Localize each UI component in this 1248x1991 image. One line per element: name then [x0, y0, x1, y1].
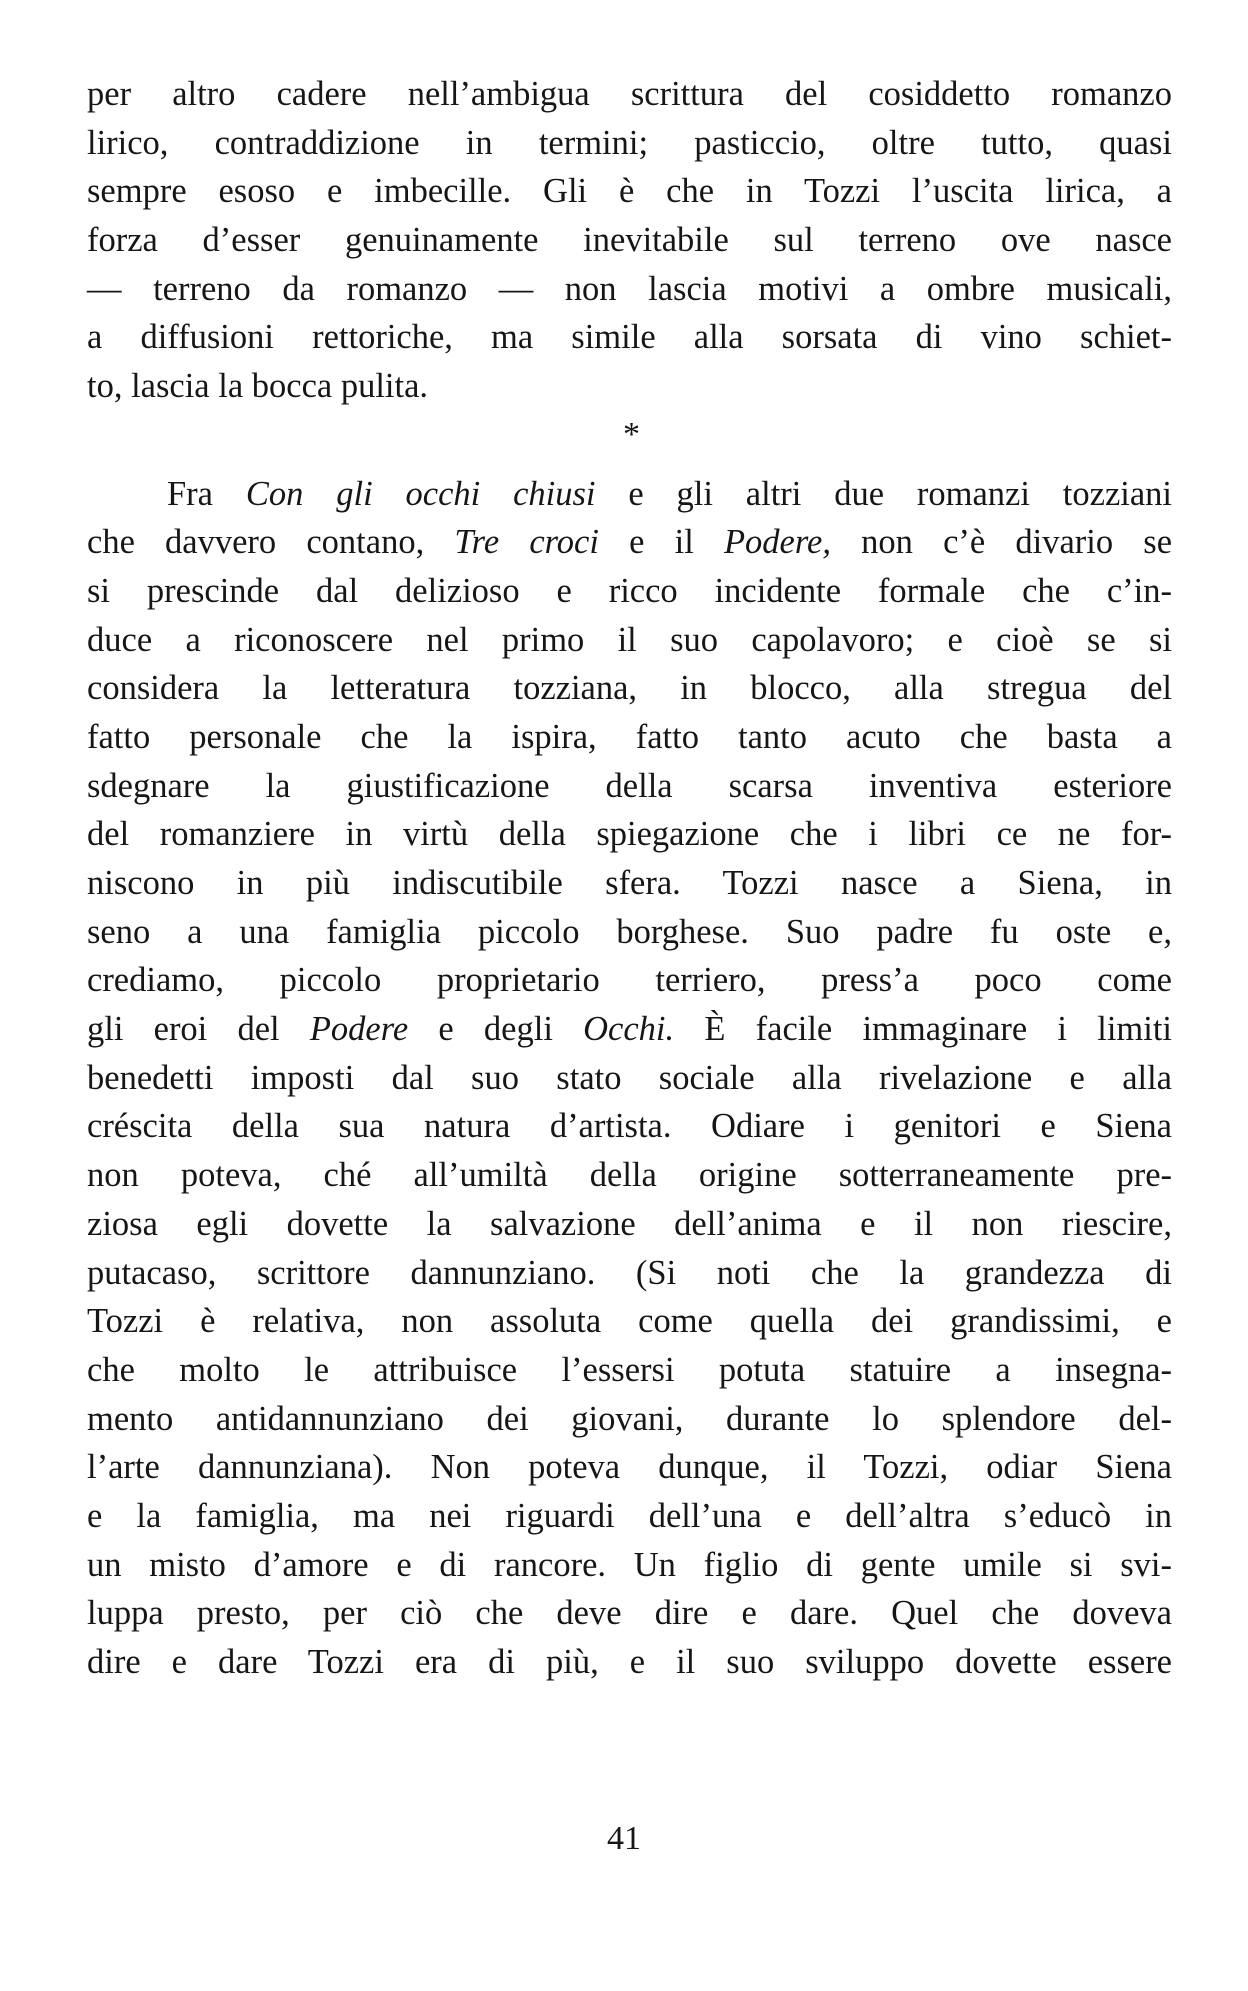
text-line: niscono in più indiscutibile sfera. Tozzi nasce a Siena, in: [87, 864, 1172, 902]
text-line: seno a una famiglia piccolo borghese. Suo padre fu oste e,: [87, 912, 1172, 951]
text-line: to, lascia la bocca pulita.: [87, 367, 429, 406]
page-text: [87, 70, 1172, 1687]
text-line: fatto personale che la ispira, fatto tanto acuto che basta a: [87, 717, 1172, 756]
text-line: créscita della sua natura d’artista. Odiare i genitori e Siena: [87, 1107, 1172, 1146]
text-line: forza d’esser genuinamente inevitabile sul terreno ove nasce: [87, 221, 1172, 260]
text-line: [87, 518, 1172, 567]
text-run: gli eroi del: [87, 1010, 310, 1049]
text-line: luppa presto, per ciò che deve dire e dare. Quel che doveva: [87, 1594, 1172, 1633]
book-title: Tre croci: [454, 523, 599, 562]
text-line: Tozzi è relativa, non assoluta come quella dei grandissimi, e: [87, 1302, 1172, 1341]
text-line: considera la letteratura tozziana, in blocco, alla stregua del: [87, 669, 1172, 708]
text-line: del romanziere in virtù della spiegazione che i libri ce ne for-: [87, 815, 1172, 854]
text-line: benedetti imposti dal suo stato sociale alla rivelazione e alla: [87, 1058, 1172, 1097]
text-line: — terreno da romanzo — non lascia motivi a ombre musicali,: [87, 269, 1172, 308]
text-run: Fra: [167, 474, 246, 513]
text-line: per altro cadere nell’ambigua scrittura del cosiddetto romanzo: [87, 75, 1172, 113]
text-line: [87, 1005, 1172, 1054]
paragraph-1: [87, 70, 1172, 411]
text-line: dire e dare Tozzi era di più, e il suo sviluppo dovette essere: [87, 1643, 1172, 1681]
text-line: crediamo, piccolo proprietario terriero, press’a poco come: [87, 961, 1172, 1000]
page-number: 41: [607, 1820, 641, 1857]
text-line: duce a riconoscere nel primo il suo capolavoro; e cioè se si: [87, 620, 1172, 659]
text-line: lirico, contraddizione in termini; pasticcio, oltre tutto, quasi: [87, 123, 1172, 162]
text-line: e la famiglia, ma nei riguardi dell’una e dell’altra s’educò in: [87, 1496, 1172, 1535]
text-line: sdegnare la giustificazione della scarsa inventiva esteriore: [87, 766, 1172, 805]
text-run: È facile immaginare i limiti: [674, 1010, 1172, 1049]
text-line: mento antidannunziano dei giovani, durante lo splendore del-: [87, 1399, 1172, 1438]
text-line: a diffusioni rettoriche, ma simile alla sorsata di vino schiet-: [87, 318, 1172, 357]
book-title: Occhi.: [583, 1010, 675, 1049]
text-run: e il: [598, 523, 724, 562]
paragraph-2: [87, 470, 1172, 1687]
text-line: un misto d’amore e di rancore. Un figlio di gente umile si svi-: [87, 1545, 1172, 1584]
text-line: l’arte dannunziana). Non poteva dunque, il Tozzi, odiar Siena: [87, 1448, 1172, 1487]
text-line: sempre esoso e imbecille. Gli è che in Tozzi l’uscita lirica, a: [87, 172, 1172, 211]
book-title: Con gli occhi chiusi: [245, 474, 596, 513]
text-line: che molto le attribuisce l’essersi potuta statuire a insegna-: [87, 1350, 1172, 1389]
text-run: non c’è divario se: [830, 523, 1173, 562]
text-line: putacaso, scrittore dannunziano. (Si noti che la grandezza di: [87, 1253, 1172, 1292]
book-title: Podere,: [723, 523, 831, 562]
section-separator: *: [623, 415, 640, 453]
text-line: ziosa egli dovette la salvazione dell’anima e il non riescire,: [87, 1204, 1172, 1243]
text-run: e degli: [408, 1010, 584, 1049]
text-run: e gli altri due romanzi tozziani: [595, 474, 1172, 513]
text-line: si prescinde dal delizioso e ricco incidente formale che c’in-: [87, 571, 1172, 610]
text-line: non poteva, ché all’umiltà della origine sotterraneamente pre-: [87, 1156, 1172, 1195]
book-title: Podere: [309, 1010, 409, 1049]
text-line: [87, 470, 1172, 519]
text-run: che davvero contano,: [87, 523, 455, 562]
